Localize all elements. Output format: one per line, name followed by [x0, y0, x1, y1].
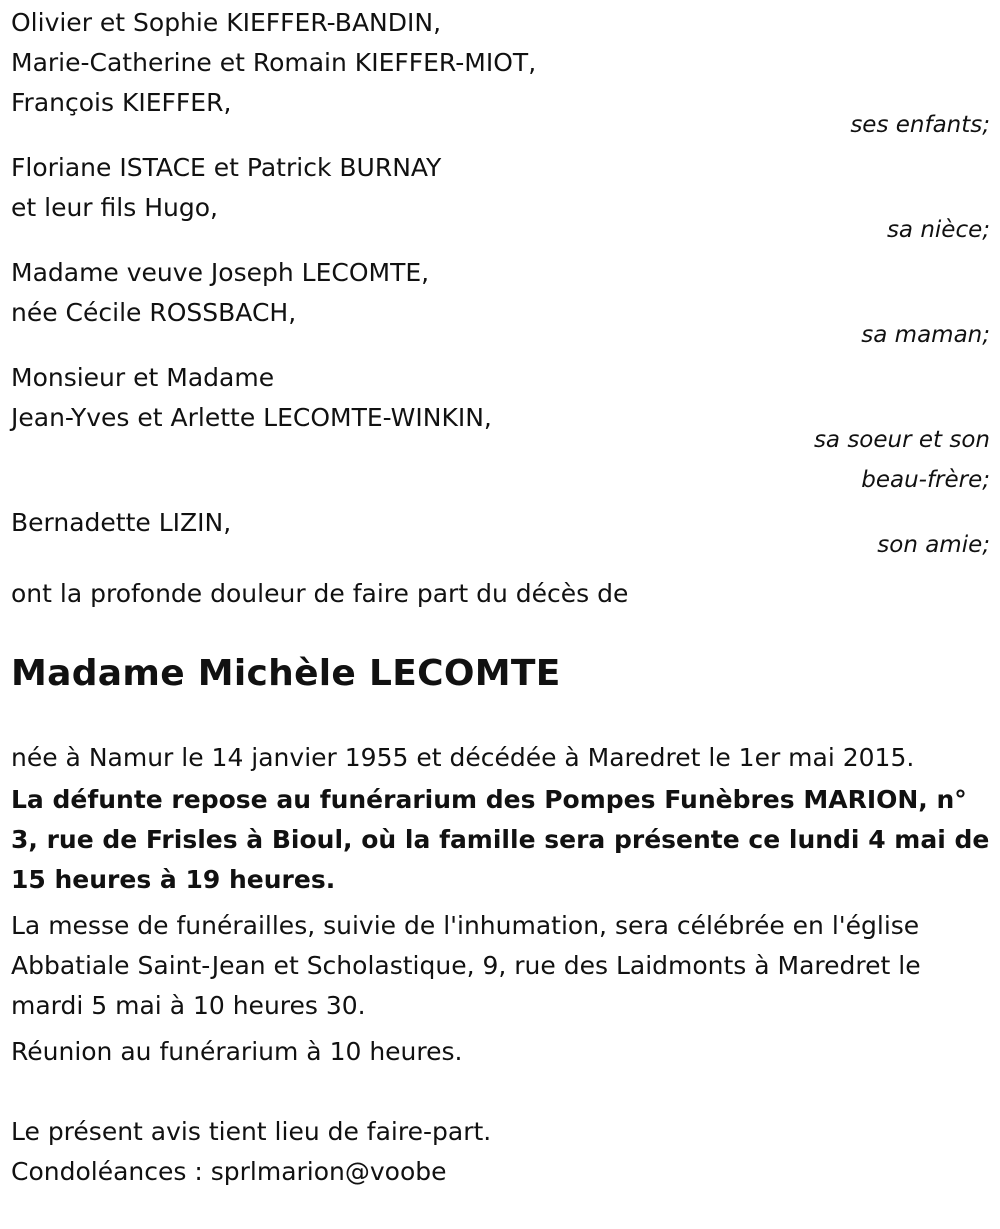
family-line: Jean-Yves et Arlette LECOMTE-WINKIN, — [11, 403, 492, 432]
deceased-name: Madame Michèle LECOMTE — [11, 653, 561, 694]
family-line: Madame veuve Joseph LECOMTE, — [11, 258, 430, 287]
relation-line: sa soeur et son — [813, 427, 990, 453]
relation-label: ses enfants; — [850, 112, 990, 138]
family-line: Floriane ISTACE et Patrick BURNAY — [11, 153, 442, 182]
meeting-info: Réunion au funérarium à 10 heures. — [11, 1037, 463, 1066]
relation-label: sa maman; — [861, 322, 990, 348]
family-line: née Cécile ROSSBACH, — [11, 298, 297, 327]
birth-death-dates: née à Namur le 14 janvier 1955 et décédée à Maredret le 1er mai 2015. — [11, 743, 915, 772]
family-line: François KIEFFER, — [11, 88, 232, 117]
family-line: Olivier et Sophie KIEFFER-BANDIN, — [11, 8, 442, 37]
family-group-mother — [11, 253, 990, 355]
relation-label: sa nièce; — [886, 217, 990, 243]
family-line: Monsieur et Madame — [11, 363, 275, 392]
funeral-home-info: La défunte repose au funérarium des Pompes Funèbres MARION, n° 3, rue de Frisles à Bioul, où la famille sera présente ce lundi 4 mai de 15 heures à 19 heures. — [11, 785, 990, 894]
notice-text: Le présent avis tient lieu de faire-part. — [11, 1117, 492, 1146]
ceremony-info: La messe de funérailles, suivie de l'inhumation, sera célébrée en l'église Abbatiale Saint-Jean et Scholastique, 9, rue des Laidmonts à Maredret le mardi 5 mai à 10 heures 30. — [11, 911, 921, 1020]
relation-line: beau-frère; — [861, 467, 990, 493]
condolences-text: Condoléances : sprlmarion@voobe — [11, 1157, 447, 1186]
family-group-friend — [11, 503, 990, 565]
family-line: Marie-Catherine et Romain KIEFFER-MIOT, — [11, 48, 537, 77]
family-group-sister — [11, 358, 990, 500]
family-line: Bernadette LIZIN, — [11, 508, 232, 537]
family-line: et leur fils Hugo, — [11, 193, 218, 222]
family-group-niece — [11, 148, 990, 250]
relation-label: son amie; — [877, 532, 990, 558]
family-group-children — [11, 3, 990, 145]
announcement-intro: ont la profonde douleur de faire part du décès de — [11, 579, 629, 608]
